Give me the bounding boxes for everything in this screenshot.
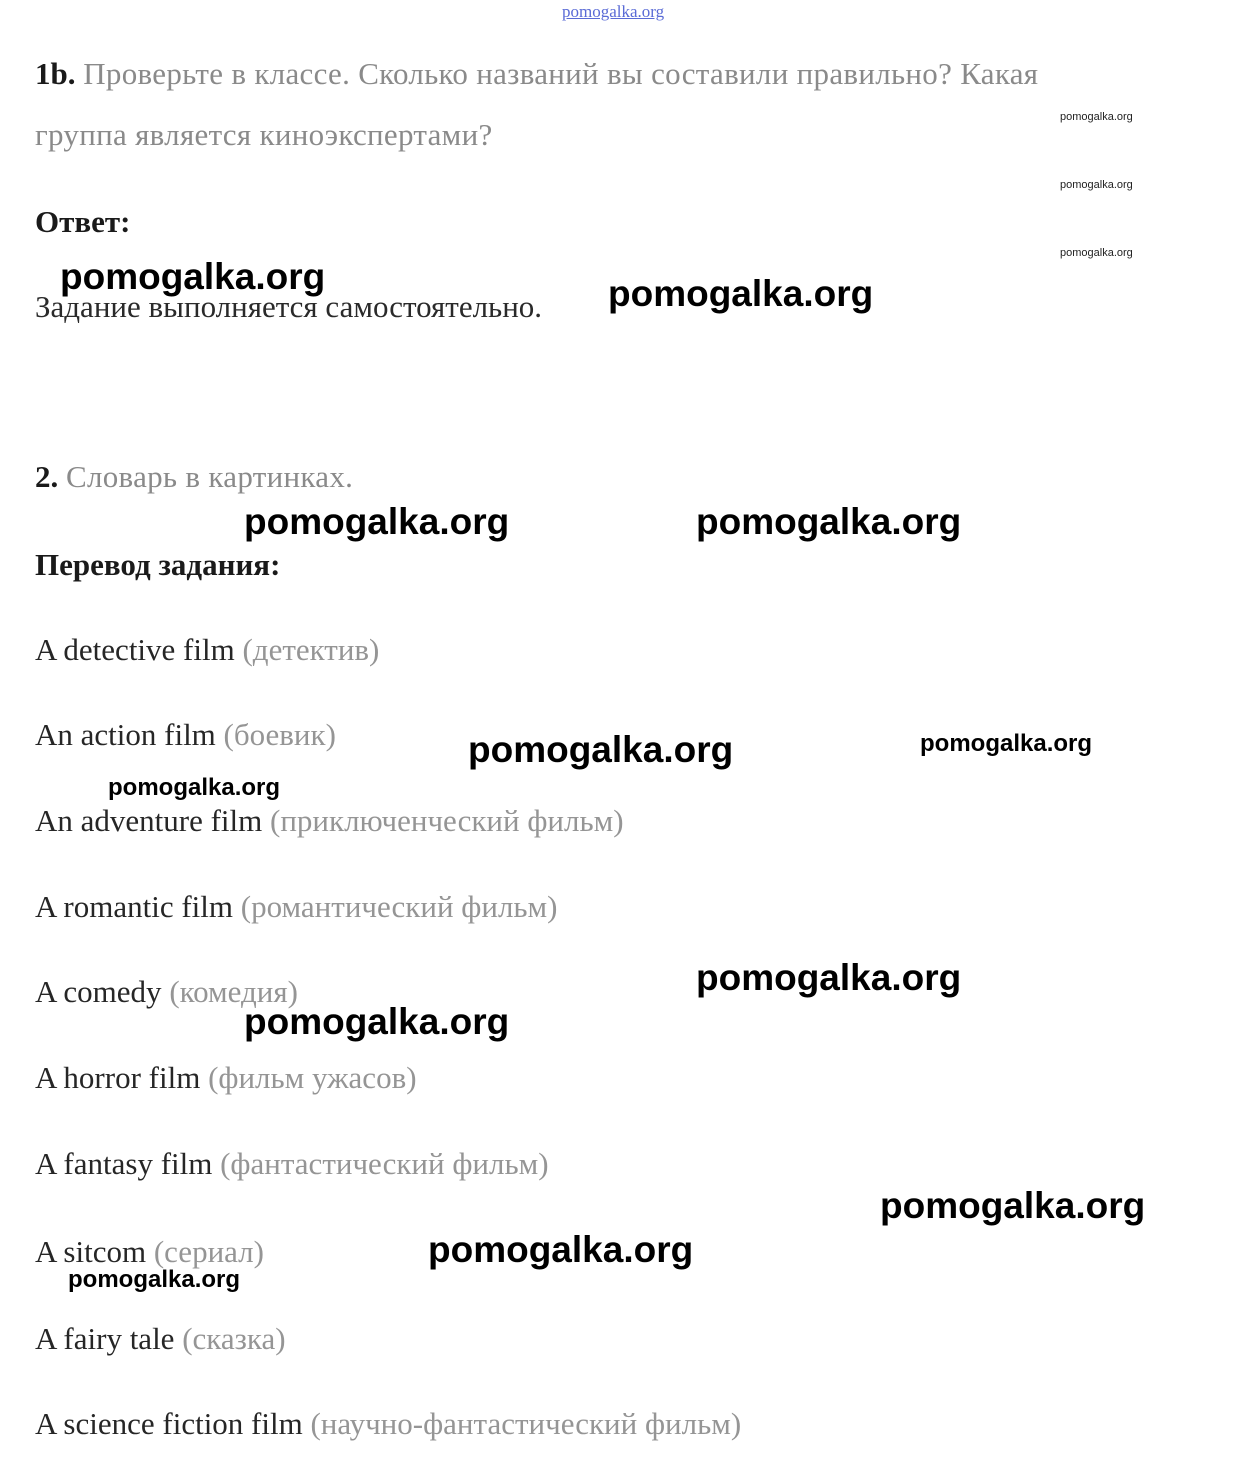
vocab-russian: (приключенческий фильм) bbox=[270, 803, 624, 838]
task-1b-text-line1: Проверьте в классе. Сколько названий вы составили правильно? Какая bbox=[83, 56, 1039, 91]
vocab-english: A fairy tale bbox=[35, 1321, 175, 1356]
vocab-russian: (фильм ужасов) bbox=[208, 1060, 417, 1095]
vocab-english: A fantasy film bbox=[35, 1146, 213, 1181]
vocab-english: An action film bbox=[35, 717, 216, 752]
vocab-english: A romantic film bbox=[35, 889, 234, 924]
vocab-russian: (фантастический фильм) bbox=[220, 1146, 549, 1181]
vocab-russian: (научно-фантастический фильм) bbox=[310, 1406, 742, 1441]
watermark: pomogalka.org bbox=[1060, 247, 1133, 259]
vocab-english: A sitcom bbox=[35, 1234, 147, 1269]
vocab-russian: (боевик) bbox=[223, 717, 336, 752]
watermark: pomogalka.org bbox=[60, 256, 326, 297]
vocab-item bbox=[35, 889, 558, 925]
watermark: pomogalka.org bbox=[244, 501, 510, 542]
top-watermark-link[interactable]: pomogalka.org bbox=[562, 2, 665, 21]
watermark: pomogalka.org bbox=[1060, 179, 1133, 191]
watermark: pomogalka.org bbox=[244, 1001, 510, 1042]
vocab-russian: (сказка) bbox=[182, 1321, 286, 1356]
vocab-item bbox=[35, 1146, 549, 1182]
task-2-line bbox=[35, 461, 353, 492]
watermark: pomogalka.org bbox=[1060, 111, 1133, 123]
watermark: pomogalka.org bbox=[108, 774, 281, 801]
vocab-item bbox=[35, 632, 379, 668]
watermark: pomogalka.org bbox=[468, 729, 734, 770]
task-2-text: Словарь в картинках. bbox=[66, 459, 354, 494]
answer-label: Ответ: bbox=[35, 204, 131, 239]
vocab-english: A science fiction film bbox=[35, 1406, 303, 1441]
task-1b-number: 1b. bbox=[35, 56, 76, 91]
vocab-russian: (детектив) bbox=[242, 632, 380, 667]
watermark: pomogalka.org bbox=[696, 957, 962, 998]
answer-text: Задание выполняется самостоятельно. bbox=[35, 289, 543, 324]
vocab-item bbox=[35, 1060, 417, 1096]
vocab-russian: (комедия) bbox=[169, 974, 298, 1009]
task-1b-line1 bbox=[35, 58, 1038, 89]
watermark: pomogalka.org bbox=[920, 730, 1093, 757]
translation-label: Перевод задания: bbox=[35, 547, 281, 582]
task-2-number: 2. bbox=[35, 459, 59, 494]
vocab-russian: (сериал) bbox=[153, 1234, 264, 1269]
watermark: pomogalka.org bbox=[696, 501, 962, 542]
watermark: pomogalka.org bbox=[428, 1229, 694, 1270]
vocab-english: A detective film bbox=[35, 632, 235, 667]
vocab-english: A comedy bbox=[35, 974, 162, 1009]
vocab-russian: (романтический фильм) bbox=[240, 889, 558, 924]
vocab-item bbox=[35, 1321, 286, 1357]
watermark: pomogalka.org bbox=[68, 1266, 241, 1293]
watermark: pomogalka.org bbox=[880, 1185, 1146, 1226]
watermark: pomogalka.org bbox=[608, 273, 874, 314]
task-1b-text-line2: группа является киноэкспертами? bbox=[35, 117, 493, 152]
vocab-item bbox=[35, 1234, 264, 1270]
vocab-item bbox=[35, 717, 336, 753]
vocab-english: An adventure film bbox=[35, 803, 263, 838]
vocab-english: A horror film bbox=[35, 1060, 201, 1095]
vocab-item bbox=[35, 1406, 741, 1442]
vocab-item bbox=[35, 803, 624, 839]
